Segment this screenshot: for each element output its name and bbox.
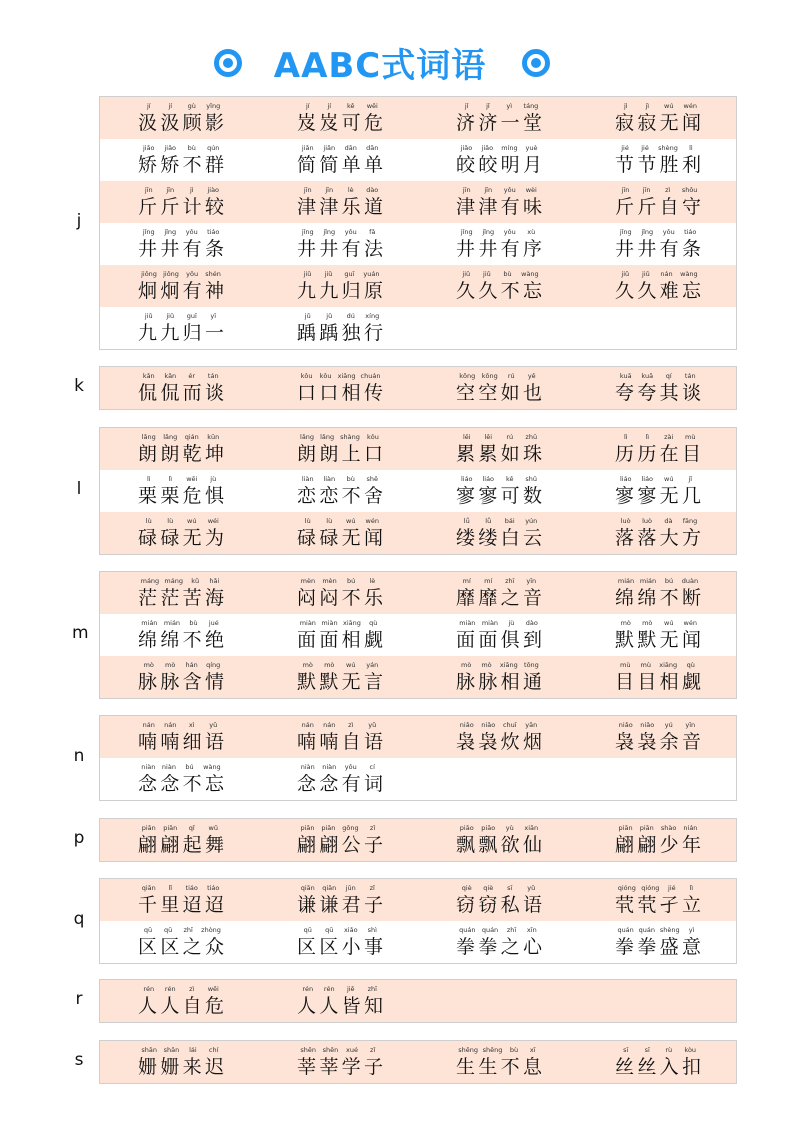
- word-cell: [577, 921, 737, 963]
- hanzi-word: 翩 翩 起 舞: [138, 834, 224, 856]
- pinyin: liàn liàn bù shě: [301, 475, 378, 483]
- word-group-p: [99, 818, 737, 862]
- pinyin: jīn jīn yǒu wèi: [462, 186, 537, 194]
- pinyin: qiān lǐ tiáo tiáo: [141, 884, 220, 892]
- hanzi-word: 寥 寥 无 几: [615, 485, 701, 507]
- word-cell: [418, 428, 578, 470]
- pinyin: mù mù xiāng qù: [620, 661, 695, 669]
- pinyin: miàn miàn jù dào: [459, 619, 538, 627]
- word-cell: [577, 139, 737, 181]
- hanzi-word: 斤 斤 计 较: [138, 196, 224, 218]
- hanzi-word: 简 简 单 单: [297, 154, 383, 176]
- word-cell: [418, 265, 578, 307]
- hanzi-word: 靡 靡 之 音: [456, 587, 542, 609]
- table-row: [100, 470, 736, 512]
- hanzi-word: 岌 岌 可 危: [297, 112, 383, 134]
- pinyin: kǎn kǎn ér tán: [142, 372, 219, 380]
- word-cell: [577, 879, 737, 921]
- pinyin: jǐng jǐng yǒu tiáo: [142, 228, 220, 236]
- hanzi-word: 空 空 如 也: [456, 382, 542, 404]
- table-row: [100, 139, 736, 181]
- hanzi-word: 侃 侃 而 谈: [138, 382, 224, 404]
- pinyin: jiǎo jiǎo míng yuè: [460, 144, 538, 152]
- pinyin: jiǒng jiǒng yǒu shén: [141, 270, 221, 278]
- pinyin: niǎo niǎo chuī yān: [459, 721, 538, 729]
- hanzi-word: 默 默 无 言: [297, 671, 383, 693]
- hanzi-word: 拳 拳 盛 意: [615, 936, 701, 958]
- pinyin: mò mò hán qíng: [143, 661, 221, 669]
- section-letter-k: k: [74, 376, 84, 396]
- word-cell: [259, 1041, 419, 1083]
- word-cell: [577, 512, 737, 554]
- hanzi-word: 济 济 一 堂: [456, 112, 542, 134]
- hanzi-word: 绵 绵 不 绝: [138, 629, 224, 651]
- table-row: [100, 921, 736, 963]
- section-letter-l: l: [76, 479, 82, 499]
- section-letter-r: r: [75, 989, 83, 1009]
- hanzi-word: 久 久 不 忘: [456, 280, 542, 302]
- pinyin: jīn jīn lè dào: [303, 186, 379, 194]
- pinyin: quán quán shèng yì: [617, 926, 695, 934]
- word-cell: [100, 97, 260, 139]
- word-cell: [418, 97, 578, 139]
- hanzi-word: 丝 丝 入 扣: [615, 1056, 701, 1078]
- hanzi-word: 飘 飘 欲 仙: [456, 834, 542, 856]
- table-row: [100, 716, 736, 758]
- pinyin: piāo piāo yù xiān: [459, 824, 539, 832]
- word-cell: [259, 656, 419, 698]
- hanzi-word: 喃 喃 自 语: [297, 731, 383, 753]
- word-cell: [259, 181, 419, 223]
- word-cell: [259, 470, 419, 512]
- word-cell: [100, 223, 260, 265]
- table-row: [100, 572, 736, 614]
- pinyin: shēng shēng bù xī: [458, 1046, 536, 1054]
- word-cell: [418, 1041, 578, 1083]
- word-cell: [259, 572, 419, 614]
- word-cell: [100, 428, 260, 470]
- hanzi-word: 绵 绵 不 断: [615, 587, 701, 609]
- pinyin: lǚ lǚ bái yún: [463, 517, 538, 525]
- hanzi-word: 节 节 胜 利: [615, 154, 701, 176]
- word-cell: [418, 716, 578, 758]
- hanzi-word: 碌 碌 无 为: [138, 527, 224, 549]
- section-letter-p: p: [73, 828, 85, 848]
- hanzi-word: 井 井 有 条: [138, 238, 224, 260]
- hanzi-word: 寥 寥 可 数: [456, 485, 542, 507]
- pinyin: jǐng jǐng yǒu fǎ: [301, 228, 376, 236]
- word-cell: [418, 470, 578, 512]
- word-cell: [259, 265, 419, 307]
- pinyin: jí jí gù yǐng: [146, 102, 221, 110]
- hanzi-word: 汲 汲 顾 影: [138, 112, 224, 134]
- pinyin: lì lì wēi jù: [146, 475, 217, 483]
- word-cell: [100, 758, 260, 800]
- hanzi-word: 朗 朗 上 口: [297, 443, 383, 465]
- word-cell: [418, 921, 578, 963]
- hanzi-word: 九 九 归 原: [297, 280, 383, 302]
- pinyin: piān piān qǐ wǔ: [141, 824, 218, 832]
- word-cell: [577, 819, 737, 861]
- pinyin: mián mián bú duàn: [617, 577, 699, 585]
- word-cell: [100, 980, 260, 1022]
- hanzi-word: 姗 姗 来 迟: [138, 1056, 224, 1078]
- pinyin: rén rén jiē zhī: [302, 985, 377, 993]
- pinyin: mián mián bù jué: [141, 619, 219, 627]
- hanzi-word: 矫 矫 不 群: [138, 154, 224, 176]
- pinyin: shān shān lái chí: [141, 1046, 219, 1054]
- hanzi-word: 念 念 不 忘: [138, 773, 224, 795]
- word-cell: [259, 879, 419, 921]
- pinyin: jīn jīn zì shǒu: [621, 186, 698, 194]
- pinyin: jiǔ jiǔ bù wàng: [462, 270, 539, 278]
- pinyin: jí jí kě wēi: [305, 102, 378, 110]
- table-row: [100, 97, 736, 139]
- hanzi-word: 谦 谦 君 子: [297, 894, 383, 916]
- hanzi-word: 人 人 自 危: [138, 995, 224, 1017]
- hanzi-word: 袅 袅 炊 烟: [456, 731, 542, 753]
- pinyin: niàn niàn yǒu cí: [300, 763, 375, 771]
- hanzi-word: 夸 夸 其 谈: [615, 382, 701, 404]
- pinyin: jiǎo jiǎo bù qún: [142, 144, 220, 152]
- hanzi-word: 脉 脉 含 情: [138, 671, 224, 693]
- word-cell: [259, 758, 419, 800]
- hanzi-word: 喃 喃 细 语: [138, 731, 224, 753]
- hanzi-word: 目 目 相 觑: [615, 671, 701, 693]
- table-row: [100, 819, 736, 861]
- pinyin: lǎng lǎng shàng kǒu: [300, 433, 379, 441]
- hanzi-word: 井 井 有 序: [456, 238, 542, 260]
- hanzi-word: 井 井 有 条: [615, 238, 701, 260]
- word-cell: [100, 716, 260, 758]
- pinyin: máng máng kǔ hǎi: [140, 577, 220, 585]
- word-cell: [418, 614, 578, 656]
- word-cell: [259, 307, 419, 349]
- pinyin: piān piān shào nián: [618, 824, 698, 832]
- word-cell: [577, 470, 737, 512]
- hanzi-word: 斤 斤 自 守: [615, 196, 701, 218]
- pinyin: jì jì wú wén: [623, 102, 697, 110]
- word-cell: [577, 614, 737, 656]
- word-cell: [577, 572, 737, 614]
- hanzi-word: 念 念 有 词: [297, 773, 383, 795]
- pinyin: piān piān gōng zǐ: [300, 824, 376, 832]
- hanzi-word: 生 生 不 息: [456, 1056, 542, 1078]
- pinyin: jiǔ jiǔ guī yī: [144, 312, 217, 320]
- hanzi-word: 落 落 大 方: [615, 527, 701, 549]
- word-cell: [259, 223, 419, 265]
- pinyin: kōng kōng rú yě: [459, 372, 536, 380]
- word-cell: [577, 223, 737, 265]
- pinyin: lǎng lǎng qián kūn: [141, 433, 220, 441]
- hanzi-word: 寂 寂 无 闻: [615, 112, 701, 134]
- pinyin: jiǔ jiǔ nán wàng: [621, 270, 698, 278]
- section-letter-m: m: [72, 623, 89, 643]
- word-cell: [100, 265, 260, 307]
- word-group-k: [99, 366, 737, 410]
- section-letter-s: s: [74, 1050, 84, 1070]
- word-cell: [100, 1041, 260, 1083]
- hanzi-word: 拳 拳 之 心: [456, 936, 542, 958]
- word-group-s: [99, 1040, 737, 1084]
- pinyin: kǒu kǒu xiāng chuán: [300, 372, 381, 380]
- word-cell: [100, 879, 260, 921]
- pinyin: jǐng jǐng yǒu xù: [460, 228, 536, 236]
- pinyin: mò mò xiāng tōng: [461, 661, 539, 669]
- hanzi-word: 人 人 皆 知: [297, 995, 383, 1017]
- hanzi-word: 恋 恋 不 舍: [297, 485, 383, 507]
- word-group-q: [99, 878, 737, 964]
- table-row: [100, 428, 736, 470]
- word-cell: [577, 97, 737, 139]
- word-cell: [577, 181, 737, 223]
- pinyin: nán nán zì yǔ: [301, 721, 377, 729]
- pinyin: mò mò wú yán: [302, 661, 379, 669]
- table-row: [100, 1041, 736, 1083]
- table-row: [100, 223, 736, 265]
- word-cell: [577, 367, 737, 409]
- pinyin: mò mò wú wén: [620, 619, 697, 627]
- hanzi-word: 默 默 无 闻: [615, 629, 701, 651]
- pinyin: sī sī rù kòu: [623, 1046, 697, 1054]
- pinyin: qiè qiè sī yǔ: [461, 884, 536, 892]
- section-letter-n: n: [73, 746, 85, 766]
- word-cell: [100, 512, 260, 554]
- hanzi-word: 茫 茫 苦 海: [138, 587, 224, 609]
- hanzi-word: 津 津 乐 道: [297, 196, 383, 218]
- word-cell: [100, 367, 260, 409]
- hanzi-word: 千 里 迢 迢: [138, 894, 224, 916]
- table-row: [100, 181, 736, 223]
- word-cell: [100, 614, 260, 656]
- table-row: [100, 656, 736, 698]
- word-cell: [418, 512, 578, 554]
- word-cell: [259, 980, 419, 1022]
- circle-bullet-icon: [214, 49, 242, 77]
- word-cell: [259, 367, 419, 409]
- hanzi-word: 袅 袅 余 音: [615, 731, 701, 753]
- hanzi-word: 翩 翩 公 子: [297, 834, 383, 856]
- word-cell: [418, 139, 578, 181]
- word-cell: [259, 428, 419, 470]
- pinyin: shēn shēn xué zǐ: [300, 1046, 376, 1054]
- pinyin: liáo liáo wú jǐ: [619, 475, 693, 483]
- pinyin: rén rén zì wēi: [143, 985, 219, 993]
- hanzi-word: 累 累 如 珠: [456, 443, 542, 465]
- word-cell: [100, 921, 260, 963]
- pinyin: mèn mèn bú lè: [300, 577, 376, 585]
- hanzi-word: 窃 窃 私 语: [456, 894, 542, 916]
- word-cell: [577, 1041, 737, 1083]
- pinyin: mí mí zhī yīn: [462, 577, 537, 585]
- word-group-n: [99, 715, 737, 801]
- word-group-j: [99, 96, 737, 350]
- pinyin: kuā kuā qí tán: [619, 372, 696, 380]
- word-cell: [100, 307, 260, 349]
- table-row: [100, 758, 736, 800]
- word-cell: [100, 819, 260, 861]
- pinyin: qū qū zhī zhòng: [143, 926, 221, 934]
- hanzi-word: 皎 皎 明 月: [456, 154, 542, 176]
- pinyin: jié jié shèng lì: [621, 144, 693, 152]
- hanzi-word: 朗 朗 乾 坤: [138, 443, 224, 465]
- pinyin: nán nán xì yǔ: [142, 721, 218, 729]
- word-cell: [100, 470, 260, 512]
- hanzi-word: 闷 闷 不 乐: [297, 587, 383, 609]
- pinyin: qū qū xiǎo shì: [303, 926, 377, 934]
- hanzi-word: 炯 炯 有 神: [138, 280, 224, 302]
- word-cell: [577, 656, 737, 698]
- word-cell: [418, 572, 578, 614]
- pinyin: luò luò dà fāng: [620, 517, 698, 525]
- pinyin: jǐng jǐng yǒu tiáo: [619, 228, 697, 236]
- pinyin: jiǔ jiǔ guī yuán: [303, 270, 380, 278]
- circle-bullet-icon: [522, 49, 550, 77]
- word-cell: [577, 265, 737, 307]
- table-row: [100, 614, 736, 656]
- hanzi-word: 面 面 俱 到: [456, 629, 542, 651]
- hanzi-word: 茕 茕 孑 立: [615, 894, 701, 916]
- word-cell: [418, 223, 578, 265]
- pinyin: quán quán zhī xīn: [459, 926, 537, 934]
- pinyin: liáo liáo kě shǔ: [460, 475, 538, 483]
- hanzi-word: 面 面 相 觑: [297, 629, 383, 651]
- word-cell: [259, 614, 419, 656]
- pinyin: qiān qiān jūn zǐ: [300, 884, 375, 892]
- hanzi-word: 历 历 在 目: [615, 443, 701, 465]
- hanzi-word: 栗 栗 危 惧: [138, 485, 224, 507]
- hanzi-word: 区 区 小 事: [297, 936, 383, 958]
- header: [0, 44, 793, 88]
- word-cell: [259, 512, 419, 554]
- table-row: [100, 879, 736, 921]
- word-cell: [259, 819, 419, 861]
- pinyin: qióng qióng jié lì: [617, 884, 694, 892]
- pinyin: lù lù wú wén: [304, 517, 379, 525]
- hanzi-word: 区 区 之 众: [138, 936, 224, 958]
- word-cell: [259, 97, 419, 139]
- hanzi-word: 久 久 难 忘: [615, 280, 701, 302]
- pinyin: niàn niàn bú wàng: [141, 763, 221, 771]
- hanzi-word: 翩 翩 少 年: [615, 834, 701, 856]
- page-title: AABC式词语: [273, 46, 487, 86]
- word-cell: [577, 428, 737, 470]
- hanzi-word: 缕 缕 白 云: [456, 527, 542, 549]
- section-letter-q: q: [73, 909, 85, 929]
- word-cell: [100, 656, 260, 698]
- word-cell: [418, 656, 578, 698]
- pinyin: miàn miàn xiāng qù: [299, 619, 378, 627]
- pinyin: lù lù wú wéi: [145, 517, 219, 525]
- hanzi-word: 脉 脉 相 通: [456, 671, 542, 693]
- hanzi-word: 津 津 有 味: [456, 196, 542, 218]
- hanzi-word: 九 九 归 一: [138, 322, 224, 344]
- hanzi-word: 井 井 有 法: [297, 238, 383, 260]
- word-group-l: [99, 427, 737, 555]
- word-group-m: [99, 571, 737, 699]
- table-row: [100, 265, 736, 307]
- word-cell: [418, 819, 578, 861]
- pinyin: niǎo niǎo yú yīn: [618, 721, 696, 729]
- word-cell: [418, 367, 578, 409]
- table-row: [100, 980, 736, 1022]
- word-cell: [259, 139, 419, 181]
- hanzi-word: 莘 莘 学 子: [297, 1056, 383, 1078]
- word-group-r: [99, 979, 737, 1023]
- pinyin: jǐ jǐ yì táng: [464, 102, 539, 110]
- section-letter-j: j: [76, 211, 82, 231]
- pinyin: jīn jīn jì jiào: [144, 186, 220, 194]
- table-row: [100, 367, 736, 409]
- word-cell: [259, 921, 419, 963]
- hanzi-word: 踽 踽 独 行: [297, 322, 383, 344]
- pinyin: jiǎn jiǎn dān dān: [301, 144, 379, 152]
- hanzi-word: 碌 碌 无 闻: [297, 527, 383, 549]
- word-cell: [100, 139, 260, 181]
- pinyin: jǔ jǔ dú xíng: [304, 312, 380, 320]
- table-row: [100, 512, 736, 554]
- word-cell: [100, 572, 260, 614]
- pinyin: lěi lěi rú zhū: [462, 433, 538, 441]
- word-cell: [259, 716, 419, 758]
- pinyin: lì lì zài mù: [623, 433, 696, 441]
- hanzi-word: 口 口 相 传: [297, 382, 383, 404]
- word-cell: [418, 879, 578, 921]
- word-cell: [577, 716, 737, 758]
- table-row: [100, 307, 736, 349]
- word-cell: [100, 181, 260, 223]
- word-cell: [418, 181, 578, 223]
